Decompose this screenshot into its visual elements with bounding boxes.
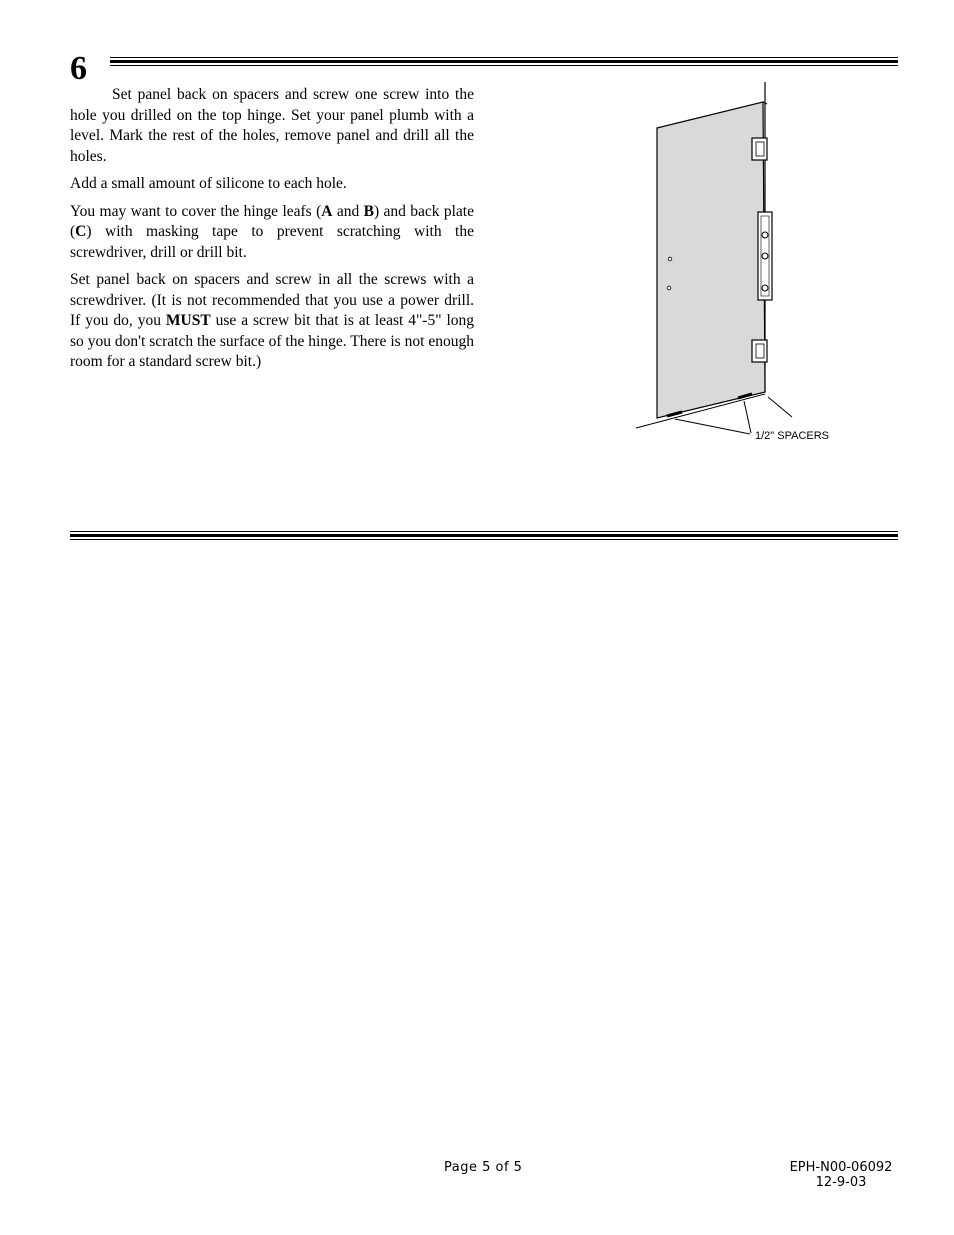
paragraph-set-panel: Set panel back on spacers and screw one screw into the hole you drilled on the top hinge. Set your panel plumb with a level. Mark the rest of the holes, remove panel and drill all the holes. [70,86,474,165]
document-id [786,1160,896,1190]
document-number: EPH-N00-06092 [789,1160,893,1175]
document-date: 12-9-03 [815,1175,867,1190]
step-number: 6 [70,50,87,87]
spacers-label: 1/2" SPACERS [755,430,830,442]
panel-illustration [630,78,850,458]
instructions-text [70,85,474,380]
page-number: Page 5 of 5 [444,1160,523,1175]
paragraph-screw-in: Set panel back on spacers and screw in all the screws with a screwdriver. (It is not recommended that you use a power drill. If you do, you MUST use a screw bit that is at least 4"-5" long so you don't scratch the surface of the hinge. There is not enough room for a standard screw bit.) [70,271,474,370]
paragraph-masking-tape: You may want to cover the hinge leafs (A and B) and back plate (C) with masking tape to prevent scratching with the screwdriver, drill or drill bit. [70,202,474,261]
paragraph-silicone: Add a small amount of silicone to each hole. [70,175,347,192]
